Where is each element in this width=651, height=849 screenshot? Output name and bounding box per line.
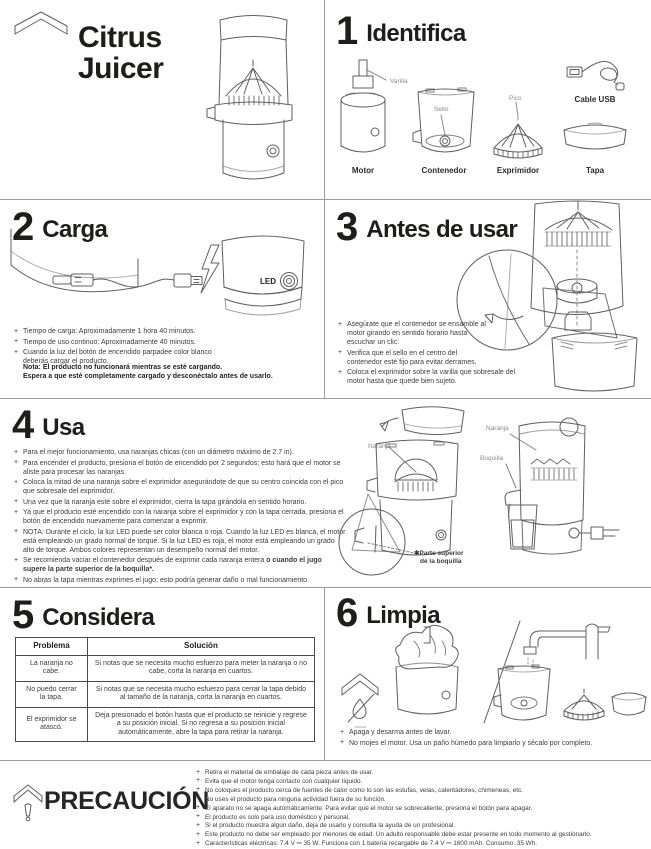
- table-row: El exprimidor se atascó. Deja presionado el botón hasta que el producto se reinicie y regrese a su posición inicial. Si no regresa a su posición inicial automáticamente, abre la tapa para retirar la naranja.: [16, 707, 315, 742]
- caution-icon: [13, 786, 43, 822]
- divider-col-bottom: [324, 587, 325, 760]
- cleaning-illustration: [336, 615, 648, 745]
- exprimidor-part-name: Exprimidor: [496, 166, 540, 175]
- bullet-item: + Coloca el exprimidor sobre la varilla que sobresale del motor hasta que quede bien sujeto.: [338, 368, 532, 386]
- varilla-label: Varilla: [390, 78, 408, 85]
- tapa-part-illustration: [560, 116, 630, 154]
- contenedor-part-name: Contenedor: [421, 166, 467, 175]
- divider-row3: [0, 587, 651, 588]
- bullet-item: + NOTA: Durante el ciclo, la luz LED puede ser color blanca o roja. Cuando la luz LED es blanca, el motor está empleando un grado normal de torque. Si la luz LED es roja, el motor está empleando un grado alto de torque. Ambos colores representan un desempeño normal del motor.: [14, 528, 346, 555]
- svg-text:B: B: [21, 35, 66, 104]
- svg-text:®: ®: [65, 44, 73, 55]
- bullet-item: + Este producto no debe ser empleado por menores de edad. Un adulto responsable debe estar presente en todo momento al gestionarlo.: [196, 831, 648, 838]
- bullet-item: + Ya que el producto esté encendido con la naranja sobre el exprimidor y con la tapa cerrada, presiona el botón de encendido nuevamente para comenzar a exprimir.: [14, 508, 346, 526]
- carga-note: Nota: El producto no funcionará mientras se esté cargando. Espera a que esté completamente cargado y desconéctalo antes de usarlo.: [23, 364, 273, 380]
- pico-label: Pico: [509, 95, 522, 102]
- table-header-row: [16, 638, 315, 656]
- bullet-item: + Si el producto muestra algún daño, deja de usarlo y consulta la ayuda de un profesional.: [196, 822, 648, 829]
- antes-de-usar-bullets: [338, 320, 516, 388]
- bullet-item: + Asegúrate que el contenedor se ensamble al motor girando en sentido horario hasta escuchar un clic.: [338, 320, 488, 347]
- bullet-item: + Apaga y desarma antes de lavar.: [340, 728, 640, 737]
- boquilla-label: Boquilla: [480, 455, 504, 462]
- usa-bullets: [14, 448, 346, 586]
- sello-label: Sello: [434, 106, 449, 113]
- limpia-bullets: [340, 728, 640, 749]
- bullet-item: + Se recomienda vaciar el contenedor después de exprimir cada naranja entera o cuando el jugo supere la parte superior de la boquilla*.: [14, 556, 346, 574]
- exprimidor-part-illustration: [486, 94, 550, 162]
- section-limpia-header: 6 Limpia: [336, 591, 440, 635]
- bullet-item: + El aparato no se apaga automáticamente. Para evitar que el motor se sobrecaliente, presiona el botón para apagar.: [196, 805, 648, 812]
- svg-text:Betterware: Betterware: [253, 252, 280, 258]
- lightning-bolt-icon: [201, 245, 219, 293]
- section-considera-header: 5 Considera: [12, 593, 155, 637]
- divider-row2: [0, 398, 651, 399]
- bullet-item: + No coloques el producto cerca de fuentes de calor como lo son las estufas, velas, calentadores, chimeneas, etc.: [196, 787, 648, 794]
- no-water-icon: [342, 674, 378, 727]
- hero-juicer-illustration: [196, 8, 311, 193]
- motor-part-name: Motor: [351, 166, 375, 175]
- table-row: No puedo cerrar la tapa. Si notas que se necesita mucho esfuerzo para cerrar la tapa debido al tamaño de la naranja, corta la naranja en cuartos.: [16, 681, 315, 707]
- section-antes-de-usar-header: 3 Antes de usar: [336, 205, 518, 249]
- brand-logo-icon: [13, 14, 75, 104]
- bullet-item: + Tiempo de carga: Aproximadamente 1 hora 40 minutos.: [14, 327, 219, 336]
- bullet-item: + Una vez que la naranja esté sobre el exprimidor, cierra la tapa girándola en sentido horario.: [14, 498, 346, 507]
- bullet-item: + Tiempo de uso continuo: Aproximadamente 40 minutos.: [14, 338, 219, 347]
- product-title: Citrus Juicer: [78, 21, 164, 85]
- bullet-item: + El producto es solo para uso doméstico y personal.: [196, 814, 648, 821]
- bullet-item: + Características eléctricas: 7.4 V ⎓ 35 W. Funciona con 1 batería recargable de 7.4 V ⎓ 1600 mAh. Consumo: 35 Wh.: [196, 840, 648, 847]
- naranja-right-label: Naranja: [486, 425, 509, 432]
- bullet-item: + Para encender el producto, presiona el botón de encendido por 2 segundos; esto hará que el motor se aliste para procesar las naranjas.: [14, 459, 346, 477]
- contenedor-part-illustration: [412, 84, 476, 164]
- bullet-item: + No uses el producto para ninguna actividad fuera de su función.: [196, 796, 648, 803]
- section-carga-header: 2 Carga: [12, 205, 108, 249]
- naranja-left-label: Naranja: [368, 443, 391, 450]
- precaucion-bullets: [196, 769, 648, 849]
- troubleshooting-table: [15, 637, 315, 742]
- section-identifica-header: 1 Identifica: [336, 9, 466, 53]
- section-usa-header: 4 Usa: [12, 403, 85, 447]
- bullet-item: + Evita que el motor tenga contacto con cualquier líquido.: [196, 778, 648, 785]
- bullet-item: + Cuando la luz del botón de encendido parpadee color blanco deberás cargar el producto.: [14, 348, 219, 366]
- bullet-item: + Retira el material de embalaje de cada pieza antes de usar.: [196, 769, 648, 776]
- divider-row4: [0, 760, 651, 761]
- col-problema: Problema: [16, 638, 88, 656]
- bullet-item: + Para el mejor funcionamiento, usa naranjas chicas (con un diámetro máximo de 2.7 in).: [14, 448, 346, 457]
- bullet-item: + No mojes el motor. Usa un paño húmedo para limpiarlo y sécalo por completo.: [340, 739, 640, 748]
- bullet-item: + No abras la tapa mientras exprimes el jugo; esto podría generar daño o mal funcionamiento.: [14, 576, 346, 585]
- parte-superior-label: ✱Parte superior de la boquilla: [414, 550, 464, 565]
- led-label: LED: [260, 277, 276, 286]
- divider-col-top: [324, 0, 325, 398]
- bullet-item: + Verifica que el sello en el centro del contenedor esté fijo para evitar derrames.: [338, 349, 488, 367]
- carga-bullets: [14, 327, 219, 368]
- motor-part-illustration: [337, 58, 389, 166]
- usb-cable-illustration: [564, 52, 626, 94]
- col-solucion: Solución: [87, 638, 314, 656]
- cable-usb-label: Cable USB: [574, 95, 616, 104]
- charging-illustration: [8, 229, 308, 321]
- tapa-part-name: Tapa: [585, 166, 605, 175]
- svg-text:Betterware: Betterware: [242, 133, 267, 139]
- table-row: La naranja no cabe. Si notas que se necesita mucho esfuerzo para meter la naranja o no cabe, corta la naranja en cuartos.: [16, 655, 315, 681]
- bullet-item: + Coloca la mitad de una naranja sobre el exprimidor asegurándote de que su centro coincida con el pico que sobresale del exprimidor.: [14, 478, 346, 496]
- precaucion-title: PRECAUCIÓN: [44, 787, 210, 815]
